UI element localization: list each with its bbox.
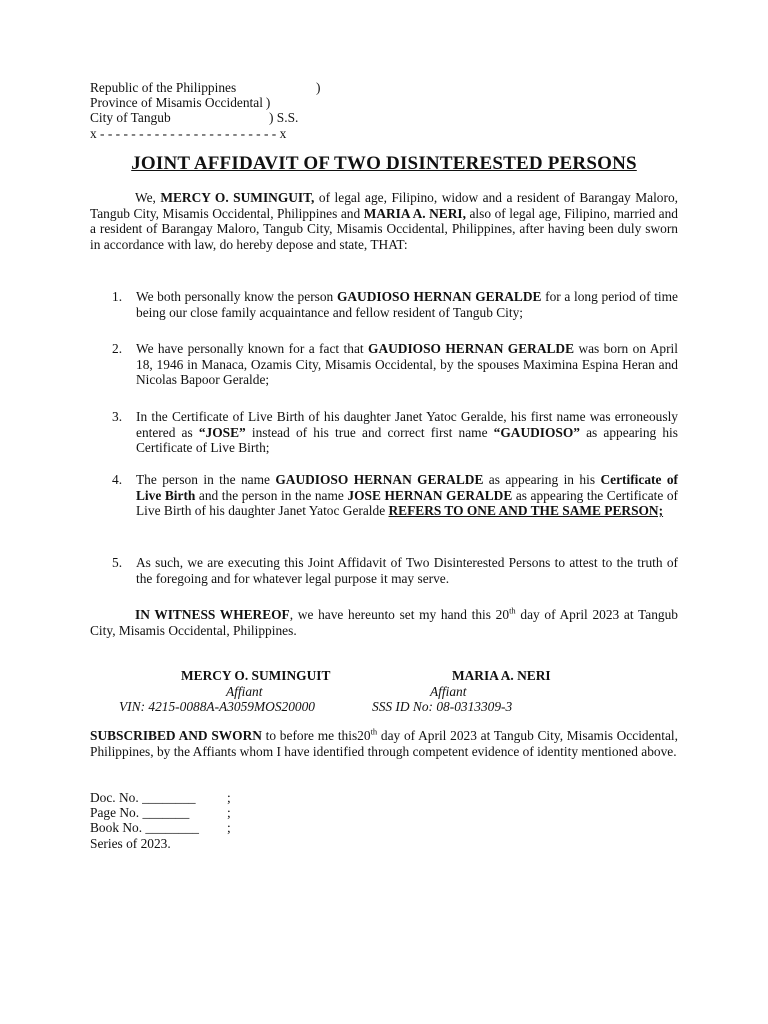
affiant2-role: Affiant	[430, 684, 467, 699]
intro-text: We,	[135, 190, 161, 205]
doc-number: Doc. No. ________	[90, 790, 196, 805]
intro-text: also of legal age, Filipino, married and a resident of Barangay Maloro, Tangub City, Misamis Occidental, Philippines, after having been duly sworn in accordance with law, do hereby depose and state, THAT:	[90, 205, 679, 252]
series-year: Series of 2023.	[90, 835, 171, 851]
item-bold: GAUDIOSO HERNAN GERALDE	[336, 289, 542, 304]
caption-paren: )	[316, 80, 321, 95]
item-bold: JOSE HERNAN GERALDE	[347, 487, 513, 503]
caption-province: Province of Misamis Occidental	[90, 95, 263, 111]
intro-text: of legal age, Filipino, widow and a resident of Barangay Maloro, Tangub City, Misamis Occidental, Philippines and	[90, 190, 678, 221]
witness-paragraph	[90, 607, 678, 638]
item-text: As such, we are executing this Joint Affidavit of Two Disinterested Persons to attest to the truth of the foregoing and for whatever legal purpose it may serve.	[136, 555, 678, 586]
intro-paragraph	[90, 190, 678, 252]
witness-ordinal: th	[509, 605, 516, 616]
item-text: instead of his true and correct first name	[245, 424, 494, 440]
item-bold: “GAUDIOSO”	[493, 424, 580, 440]
witness-lead: IN WITNESS WHEREOF	[135, 607, 290, 622]
item-text: as appearing his Certificate of Live Birth;	[136, 424, 678, 456]
item-text: for a long period of time being our close family acquaintance and fellow resident of Tangub City;	[136, 289, 678, 320]
witness-text: day of April 2023 at Tangub City, Misamis Occidental, Philippines.	[90, 607, 678, 638]
caption-divider: x - - - - - - - - - - - - - - - - - - - - - - - x	[90, 125, 287, 141]
semicolon: ;	[227, 790, 231, 805]
jurat-lead: SUBSCRIBED AND SWORN	[90, 728, 262, 743]
semicolon: ;	[227, 820, 231, 836]
jurat-text: day of April 2023 at Tangub City, Misamis Occidental, Philippines, by the Affiants whom I have identified through competent evidence of identity mentioned above.	[90, 728, 678, 759]
caption-city: City of Tangub	[90, 110, 171, 126]
item-text: We both personally know the person	[136, 289, 337, 304]
document-title: JOINT AFFIDAVIT OF TWO DISINTERESTED PERSONS	[131, 153, 637, 174]
venue-caption	[90, 80, 321, 141]
affiant2-signature-name: MARIA A. NERI	[452, 668, 551, 683]
affiant1-signature-name: MERCY O. SUMINGUIT	[181, 668, 331, 683]
caption-ss: ) S.S.	[269, 110, 299, 126]
affiant2-id: SSS ID No: 08-0313309-3	[372, 699, 513, 714]
notary-details	[90, 790, 231, 851]
jurat-paragraph	[90, 728, 678, 759]
item-text: The person in the name	[136, 472, 276, 487]
affiant1-id: VIN: 4215-0088A-A3059MOS20000	[119, 699, 315, 714]
affiant1-role: Affiant	[226, 684, 263, 699]
item-number: 1.	[112, 289, 123, 304]
item-number: 4.	[112, 472, 123, 487]
affiant1-name: MERCY O. SUMINGUIT,	[160, 190, 315, 205]
caption-republic: Republic of the Philippines	[90, 80, 237, 95]
item-text: We have personally known for a fact that	[136, 341, 369, 356]
item-text: In the Certificate of Live Birth of his daughter Janet Yatoc Geralde, his first name was erroneously entered as	[136, 409, 678, 440]
item-bold: Certificate of Live Birth	[136, 472, 678, 503]
item-bold: GAUDIOSO HERNAN GERALDE	[275, 472, 484, 487]
item-number: 5.	[112, 555, 123, 570]
item-text: as appearing in his	[483, 472, 601, 487]
semicolon: ;	[227, 805, 231, 821]
witness-text: , we have hereunto set my hand this 20	[289, 607, 510, 622]
affiant2-name: MARIA A. NERI,	[363, 205, 466, 221]
caption-paren: )	[265, 95, 271, 111]
item-number: 3.	[112, 409, 123, 424]
item-text: and the person in the name	[195, 487, 348, 503]
item-bold: “JOSE”	[198, 424, 246, 440]
jurat-ordinal: th	[370, 726, 378, 737]
item-emphasis: REFERS TO ONE AND THE SAME PERSON;	[388, 503, 664, 519]
item-bold: GAUDIOSO HERNAN GERALDE	[368, 341, 575, 356]
book-number: Book No. ________	[90, 820, 199, 836]
item-text: was born on April 18, 1946 in Manaca, Ozamis City, Misamis Occidental, by the spouses Maximina Espina Heran and Nicolas Bapoor Geralde;	[136, 341, 678, 388]
item-text: as appearing the Certificate of Live Birth of his daughter Janet Yatoc Geralde	[136, 487, 679, 519]
item-number: 2.	[112, 341, 123, 356]
page-number: Page No. _______	[90, 805, 190, 821]
jurat-text: to before me this20	[261, 728, 371, 743]
